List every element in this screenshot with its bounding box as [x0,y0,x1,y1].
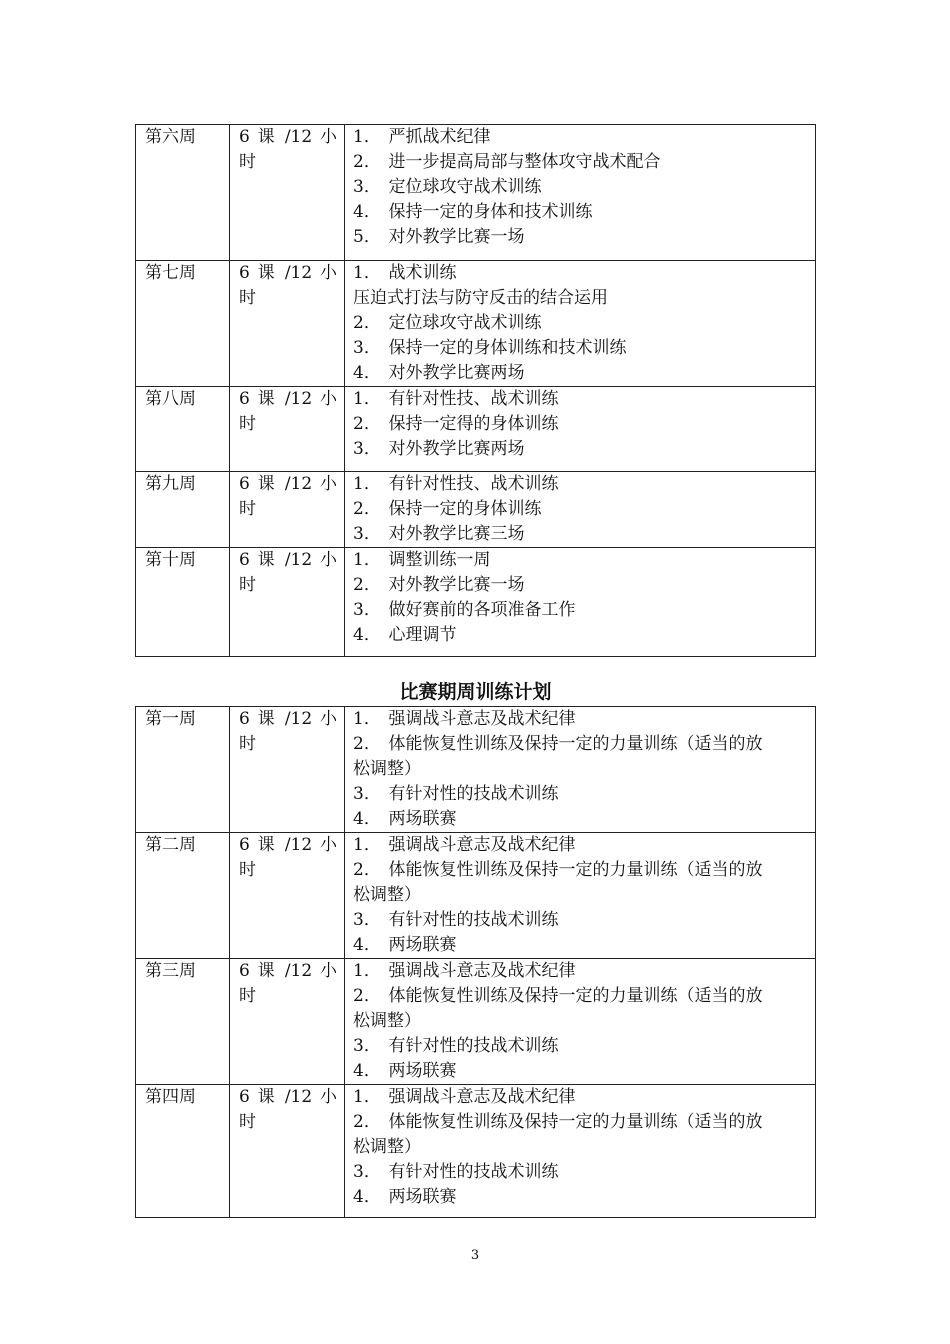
item-number: 3． [353,338,381,358]
table-row [136,959,816,1085]
item-text: 松调整） [353,1137,421,1157]
item-number: 3． [353,1036,381,1056]
list-item [353,1009,809,1034]
item-text: 调整训练一周 [388,550,491,570]
list-item [353,1085,809,1110]
hours-line: 时 [239,734,256,754]
list-item [353,548,809,573]
hours-cell [230,261,345,387]
table-row [136,1085,816,1218]
hours-line: 时 [239,860,256,880]
item-number: 3． [353,524,381,544]
item-text: 对外教学比赛三场 [388,524,525,544]
item-number: 4． [353,202,381,222]
item-text: 体能恢复性训练及保持一定的力量训练（适当的放 [388,986,763,1006]
item-number: 3． [353,177,381,197]
content-cell [345,1085,816,1218]
hours-line: 时 [239,499,256,519]
item-text: 保持一定得的身体训练 [388,414,559,434]
item-number: 5． [353,227,381,247]
item-text: 保持一定的身体和技术训练 [388,202,593,222]
item-text: 保持一定的身体训练 [388,499,542,519]
list-item [353,286,809,311]
hours-line: 时 [239,288,256,308]
item-text: 松调整） [353,885,421,905]
item-number: 3． [353,1162,381,1182]
week-cell: 第二周 [136,833,230,959]
list-item [353,707,809,732]
list-item [353,933,809,958]
item-number: 1． [353,835,381,855]
page-number: 3 [470,1248,480,1263]
list-item [353,361,809,386]
list-item [353,1110,809,1135]
item-text: 保持一定的身体训练和技术训练 [388,338,627,358]
hours-line: 时 [239,1112,256,1132]
item-text: 严抓战术纪律 [388,127,491,147]
item-text: 进一步提高局部与整体攻守战术配合 [388,152,661,172]
item-number: 3． [353,784,381,804]
hours-line: 6 课 /12 小 [239,961,337,981]
item-text: 体能恢复性训练及保持一定的力量训练（适当的放 [388,1112,763,1132]
list-item [353,437,809,462]
list-item [353,984,809,1009]
week-cell: 第六周 [136,125,230,261]
item-text: 对外教学比赛一场 [388,575,525,595]
item-text: 定位球攻守战术训练 [388,177,542,197]
item-number: 1． [353,263,381,283]
table-row [136,261,816,387]
item-text: 两场联赛 [388,1187,457,1207]
list-item [353,908,809,933]
item-text: 战术训练 [388,263,457,283]
list-item [353,412,809,437]
list-item [353,623,809,648]
item-number: 2． [353,986,381,1006]
item-number: 1． [353,709,381,729]
week-cell: 第三周 [136,959,230,1085]
content-cell [345,125,816,261]
item-text: 有针对性技、战术训练 [388,389,559,409]
content-cell [345,707,816,833]
item-number: 4． [353,935,381,955]
competition-period-weekly-plan-table [135,706,816,1218]
item-text: 对外教学比赛两场 [388,363,525,383]
table-row [136,387,816,472]
hours-cell [230,125,345,261]
hours-line: 6 课 /12 小 [239,1087,337,1107]
item-text: 有针对性的技战术训练 [388,1036,559,1056]
item-number: 2． [353,860,381,880]
week-cell: 第八周 [136,387,230,472]
item-text: 强调战斗意志及战术纪律 [388,961,576,981]
item-text: 强调战斗意志及战术纪律 [388,835,576,855]
item-number: 3． [353,600,381,620]
hours-line: 时 [239,152,256,172]
list-item [353,833,809,858]
hours-line: 6 课 /12 小 [239,474,337,494]
list-item [353,1185,809,1210]
hours-line: 时 [239,414,256,434]
item-number: 2． [353,575,381,595]
table-row [136,125,816,261]
week-cell: 第四周 [136,1085,230,1218]
table-row [136,548,816,657]
table-body [136,125,816,657]
item-number: 3． [353,439,381,459]
item-text: 体能恢复性训练及保持一定的力量训练（适当的放 [388,734,763,754]
list-item [353,1135,809,1160]
item-text: 松调整） [353,1011,421,1031]
content-cell [345,261,816,387]
table-row [136,707,816,833]
item-text: 有针对性的技战术训练 [388,784,559,804]
item-text: 有针对性的技战术训练 [388,910,559,930]
table-row [136,472,816,548]
list-item [353,497,809,522]
hours-line: 6 课 /12 小 [239,389,337,409]
item-text: 心理调节 [388,625,457,645]
item-number: 1． [353,389,381,409]
list-item [353,959,809,984]
list-item [353,200,809,225]
table-row [136,833,816,959]
hours-cell [230,1085,345,1218]
hours-line: 时 [239,575,256,595]
list-item [353,732,809,757]
hours-cell [230,548,345,657]
item-text: 两场联赛 [388,935,457,955]
list-item [353,858,809,883]
hours-line: 6 课 /12 小 [239,263,337,283]
list-item [353,125,809,150]
list-item [353,175,809,200]
content-cell [345,548,816,657]
item-number: 3． [353,910,381,930]
item-number: 4． [353,809,381,829]
week-cell: 第十周 [136,548,230,657]
list-item [353,1034,809,1059]
hours-line: 6 课 /12 小 [239,709,337,729]
list-item [353,807,809,832]
item-text: 有针对性技、战术训练 [388,474,559,494]
content-cell [345,959,816,1085]
item-text: 体能恢复性训练及保持一定的力量训练（适当的放 [388,860,763,880]
list-item [353,336,809,361]
item-number: 4． [353,625,381,645]
item-text: 两场联赛 [388,809,457,829]
item-number: 2． [353,414,381,434]
week-cell: 第七周 [136,261,230,387]
list-item [353,598,809,623]
list-item [353,883,809,908]
hours-line: 6 课 /12 小 [239,835,337,855]
item-text: 松调整） [353,759,421,779]
list-item [353,757,809,782]
list-item [353,387,809,412]
content-cell [345,833,816,959]
item-number: 1． [353,1087,381,1107]
list-item [353,150,809,175]
list-item [353,472,809,497]
table-body [136,707,816,1218]
list-item [353,573,809,598]
item-number: 2． [353,499,381,519]
content-cell [345,472,816,548]
hours-cell [230,707,345,833]
hours-line: 6 课 /12 小 [239,127,337,147]
list-item [353,261,809,286]
list-item [353,1160,809,1185]
item-text: 压迫式打法与防守反击的结合运用 [353,288,608,308]
item-text: 定位球攻守战术训练 [388,313,542,333]
item-number: 2． [353,152,381,172]
hours-line: 时 [239,986,256,1006]
list-item [353,782,809,807]
list-item [353,311,809,336]
hours-line: 6 课 /12 小 [239,550,337,570]
hours-cell [230,833,345,959]
list-item [353,522,809,547]
hours-cell [230,472,345,548]
training-plan-table-weeks-6-10 [135,124,816,657]
item-number: 4． [353,363,381,383]
item-text: 做好赛前的各项准备工作 [388,600,576,620]
item-number: 2． [353,734,381,754]
item-number: 4． [353,1187,381,1207]
list-item [353,1059,809,1084]
item-text: 两场联赛 [388,1061,457,1081]
hours-cell [230,959,345,1085]
item-number: 4． [353,1061,381,1081]
hours-cell [230,387,345,472]
section-title: 比赛期周训练计划 [399,681,552,703]
item-number: 2． [353,1112,381,1132]
content-cell [345,387,816,472]
week-cell: 第一周 [136,707,230,833]
item-text: 对外教学比赛两场 [388,439,525,459]
item-text: 有针对性的技战术训练 [388,1162,559,1182]
item-number: 1． [353,127,381,147]
item-number: 1． [353,550,381,570]
week-cell: 第九周 [136,472,230,548]
list-item [353,225,809,250]
item-number: 1． [353,474,381,494]
item-number: 1． [353,961,381,981]
item-number: 2． [353,313,381,333]
item-text: 强调战斗意志及战术纪律 [388,709,576,729]
item-text: 对外教学比赛一场 [388,227,525,247]
item-text: 强调战斗意志及战术纪律 [388,1087,576,1107]
